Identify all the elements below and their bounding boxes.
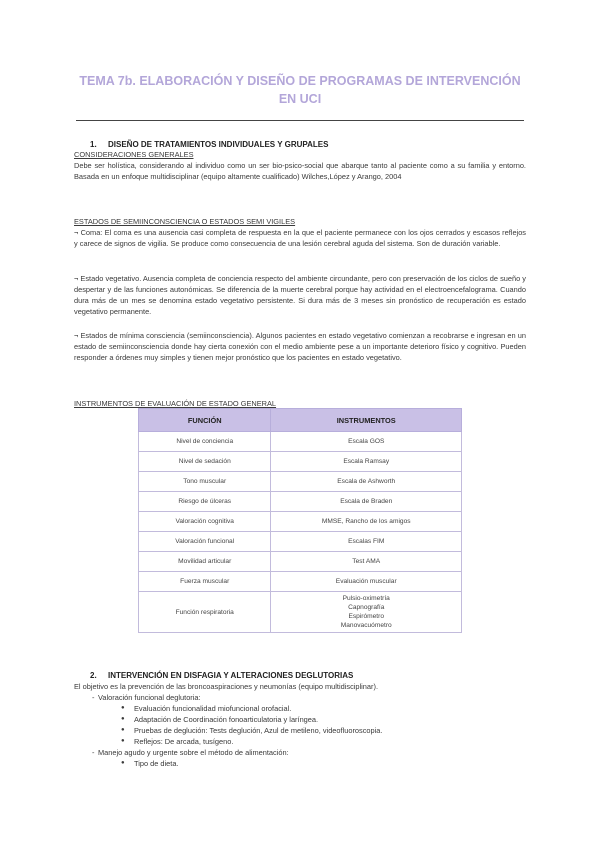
table-cell-funcion: Nivel de conciencia <box>139 432 271 452</box>
table-row <box>139 512 462 532</box>
table-cell-funcion: Fuerza muscular <box>139 572 271 592</box>
table-cell-funcion: Tono muscular <box>139 472 271 492</box>
list-subitem: ● Tipo de dieta. <box>74 758 526 769</box>
table-cell-instrumento: Escala Ramsay <box>271 452 462 472</box>
table-cell-instrumento: Escala de Ashworth <box>271 472 462 492</box>
table-cell-funcion: Riesgo de úlceras <box>139 492 271 512</box>
table-cell-instrumento: Evaluación muscular <box>271 572 462 592</box>
section-2-heading <box>74 670 526 681</box>
table-cell-instrumento <box>271 592 462 633</box>
list-subitem: ● Adaptación de Coordinación fonoarticulatoria y laríngea. <box>74 714 526 725</box>
header-instrumentos: INSTRUMENTOS <box>271 409 462 432</box>
table-row <box>139 552 462 572</box>
table-cell-instrumento: Escala de Braden <box>271 492 462 512</box>
table-row <box>139 452 462 472</box>
table-row <box>139 572 462 592</box>
table-cell-instrumento: Escala GOS <box>271 432 462 452</box>
list-subitem: ● Reflejos: De arcada, tusígeno. <box>74 736 526 747</box>
section-2-title: INTERVENCIÓN EN DISFAGIA Y ALTERACIONES DEGLUTORIAS <box>108 671 354 680</box>
title-divider <box>76 120 524 121</box>
table-row <box>139 532 462 552</box>
table-cell-funcion: Función respiratoria <box>139 592 271 633</box>
table-row <box>139 592 462 633</box>
consideraciones-heading: CONSIDERACIONES GENERALES <box>74 150 194 159</box>
instrument-line: Capnografía <box>348 604 385 611</box>
table-row <box>139 492 462 512</box>
section-2-list <box>74 692 526 769</box>
estados-heading: ESTADOS DE SEMIINCONSCIENCIA O ESTADOS SEMI VIGILES <box>74 217 296 226</box>
page-title: TEMA 7b. ELABORACIÓN Y DISEÑO DE PROGRAMAS DE INTERVENCIÓN EN UCI <box>79 74 521 106</box>
header-funcion: FUNCIÓN <box>139 409 271 432</box>
instrument-line: Pulsio-oximetría <box>342 595 390 602</box>
minima-consciencia-paragraph: ¬ Estados de mínima consciencia (semiinconsciencia). Algunos pacientes en estado vegetativo comienzan a recobrarse e ingresan en un estado de semiinconsciencia donde hay cierta conexión con el medio ambiente pese a un importante deterioro físico y cognitivo. Pueden responder a órdenes muy simples y tienen mejor pronóstico que los pacientes en estado vegetativo. <box>74 331 526 362</box>
section-1-number: 1. <box>90 140 97 149</box>
list-subitem: ● Pruebas de deglución: Tests deglución, Azul de metileno, videofluoroscopia. <box>74 725 526 736</box>
list-subitem: ● Evaluación funcionalidad miofuncional orofacial. <box>74 703 526 714</box>
table-cell-funcion: Movilidad articular <box>139 552 271 572</box>
instrumentos-table <box>138 408 462 633</box>
section-2-objective: El objetivo es la prevención de las broncoaspiraciones y neumonías (equipo multidisciplinar). <box>74 682 379 691</box>
list-item: - Valoración funcional deglutoria: <box>74 692 526 703</box>
table-cell-instrumento: MMSE, Rancho de los amigos <box>271 512 462 532</box>
instrumentos-heading: INSTRUMENTOS DE EVALUACIÓN DE ESTADO GENERAL <box>74 399 277 408</box>
list-item: - Manejo agudo y urgente sobre el método de alimentación: <box>74 747 526 758</box>
table-header-row <box>139 409 462 432</box>
table-row <box>139 432 462 452</box>
table-cell-funcion: Nivel de sedación <box>139 452 271 472</box>
coma-paragraph: ¬ Coma: El coma es una ausencia casi completa de respuesta en la que el paciente permanece con los ojos cerrados y escasos reflejos y carece de signos de vigilia. Se produce como consecuencia de una lesión cerebral aguda del sistema. Son de duración variable. <box>74 228 526 248</box>
table-row <box>139 472 462 492</box>
instrument-line: Manovacuómetro <box>340 622 392 629</box>
table-cell-instrumento: Escalas FIM <box>271 532 462 552</box>
section-1-title: DISEÑO DE TRATAMIENTOS INDIVIDUALES Y GRUPALES <box>108 140 329 149</box>
table-cell-funcion: Valoración funcional <box>139 532 271 552</box>
section-2-number: 2. <box>90 671 97 680</box>
consideraciones-text: Debe ser holística, considerando al individuo como un ser bio-psico-social que abarque tanto al paciente como a su familia y entorno. Basada en un enfoque multidisciplinar (equipo altamente cualificado) Wilches,López y Arango, 2004 <box>74 161 526 181</box>
instrument-line: Espirómetro <box>348 613 384 620</box>
vegetativo-paragraph: ¬ Estado vegetativo. Ausencia completa de conciencia respecto del ambiente circundante, pero con preservación de los ciclos de sueño y despertar y de las funciones autonómicas. Se diferencia de la muerte cerebral porque hay actividad en el electroencefalograma. Cuando dura más de un mes se denomina estado vegetativo persistente. Si dura más de 3 meses sin pronóstico de recuperación es estado vegetativo permanente. <box>74 274 526 316</box>
table-cell-instrumento: Test AMA <box>271 552 462 572</box>
table-cell-funcion: Valoración cognitiva <box>139 512 271 532</box>
